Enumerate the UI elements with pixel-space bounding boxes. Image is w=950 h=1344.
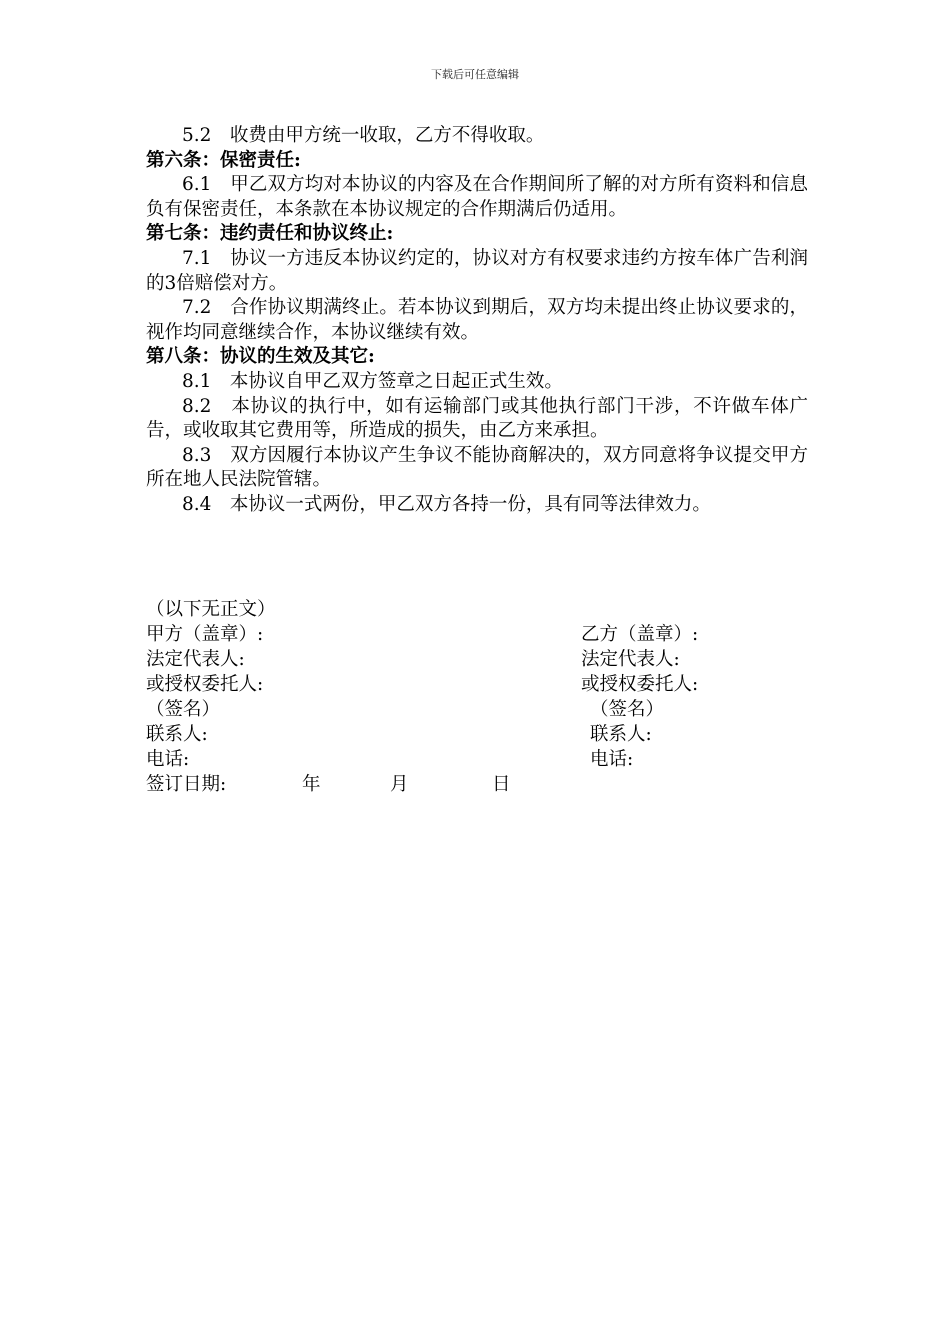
sign-row — [146, 697, 808, 722]
article-8-heading: 第八条：协议的生效及其它: — [146, 346, 375, 368]
party-a-agent: 或授权委托人: — [146, 674, 264, 695]
clause-8-1: 8.1 本协议自甲乙双方签章之日起正式生效。 — [182, 370, 563, 392]
party-a-sign: （签名） — [146, 699, 221, 720]
party-b-phone: 电话: — [590, 749, 634, 770]
clause-7-1: 7.1 协议一方违反本协议约定的，协议对方有权要求违约方按车体广告利润的3倍赔偿对方。 — [146, 247, 808, 294]
clause-7-2: 7.2 合作协议期满终止。若本协议到期后，双方均未提出终止协议要求的，视作均同意继续合作，本协议继续有效。 — [146, 297, 808, 343]
date-day: 日 — [492, 774, 511, 795]
contract-body — [146, 124, 808, 518]
phone-row — [146, 747, 808, 772]
party-a-seal: 甲方（盖章）: — [146, 624, 264, 645]
seal-row — [146, 622, 808, 647]
agent-row — [146, 672, 808, 697]
date-row — [146, 772, 808, 797]
article-7-heading: 第七条：违约责任和协议终止: — [146, 223, 394, 245]
party-b-sign: （签名） — [590, 699, 665, 720]
party-b-rep: 法定代表人: — [581, 649, 680, 670]
party-b-seal: 乙方（盖章）: — [581, 624, 699, 645]
date-month: 月 — [390, 774, 409, 795]
party-a-rep: 法定代表人: — [146, 649, 245, 670]
page-header: 下载后可任意编辑 — [431, 68, 519, 81]
clause-8-3: 8.3 双方因履行本协议产生争议不能协商解决的，双方同意将争议提交甲方所在地人民法院管辖。 — [146, 444, 808, 491]
party-b-contact: 联系人: — [590, 724, 652, 745]
clause-8-2: 8.2 本协议的执行中，如有运输部门或其他执行部门干涉，不许做车体广告，或收取其它费用等，所造成的损失，由乙方来承担。 — [146, 395, 808, 442]
signature-block — [146, 597, 808, 797]
clause-8-4: 8.4 本协议一式两份，甲乙双方各持一份，具有同等法律效力。 — [182, 493, 711, 515]
party-a-phone: 电话: — [146, 749, 190, 770]
article-6-heading: 第六条：保密责任: — [146, 149, 301, 171]
rep-row — [146, 647, 808, 672]
party-a-contact: 联系人: — [146, 724, 208, 745]
no-further-text: （以下无正文） — [146, 599, 276, 620]
clause-5-2: 5.2 收费由甲方统一收取，乙方不得收取。 — [182, 125, 545, 146]
clause-6-1: 6.1 甲乙双方均对本协议的内容及在合作期间所了解的对方所有资料和信息负有保密责任，本条款在本协议规定的合作期满后仍适用。 — [146, 174, 808, 220]
date-label: 签订日期: — [146, 774, 227, 795]
date-year: 年 — [302, 774, 321, 795]
no-text-row — [146, 597, 808, 622]
party-b-agent: 或授权委托人: — [581, 674, 699, 695]
contact-row — [146, 722, 808, 747]
